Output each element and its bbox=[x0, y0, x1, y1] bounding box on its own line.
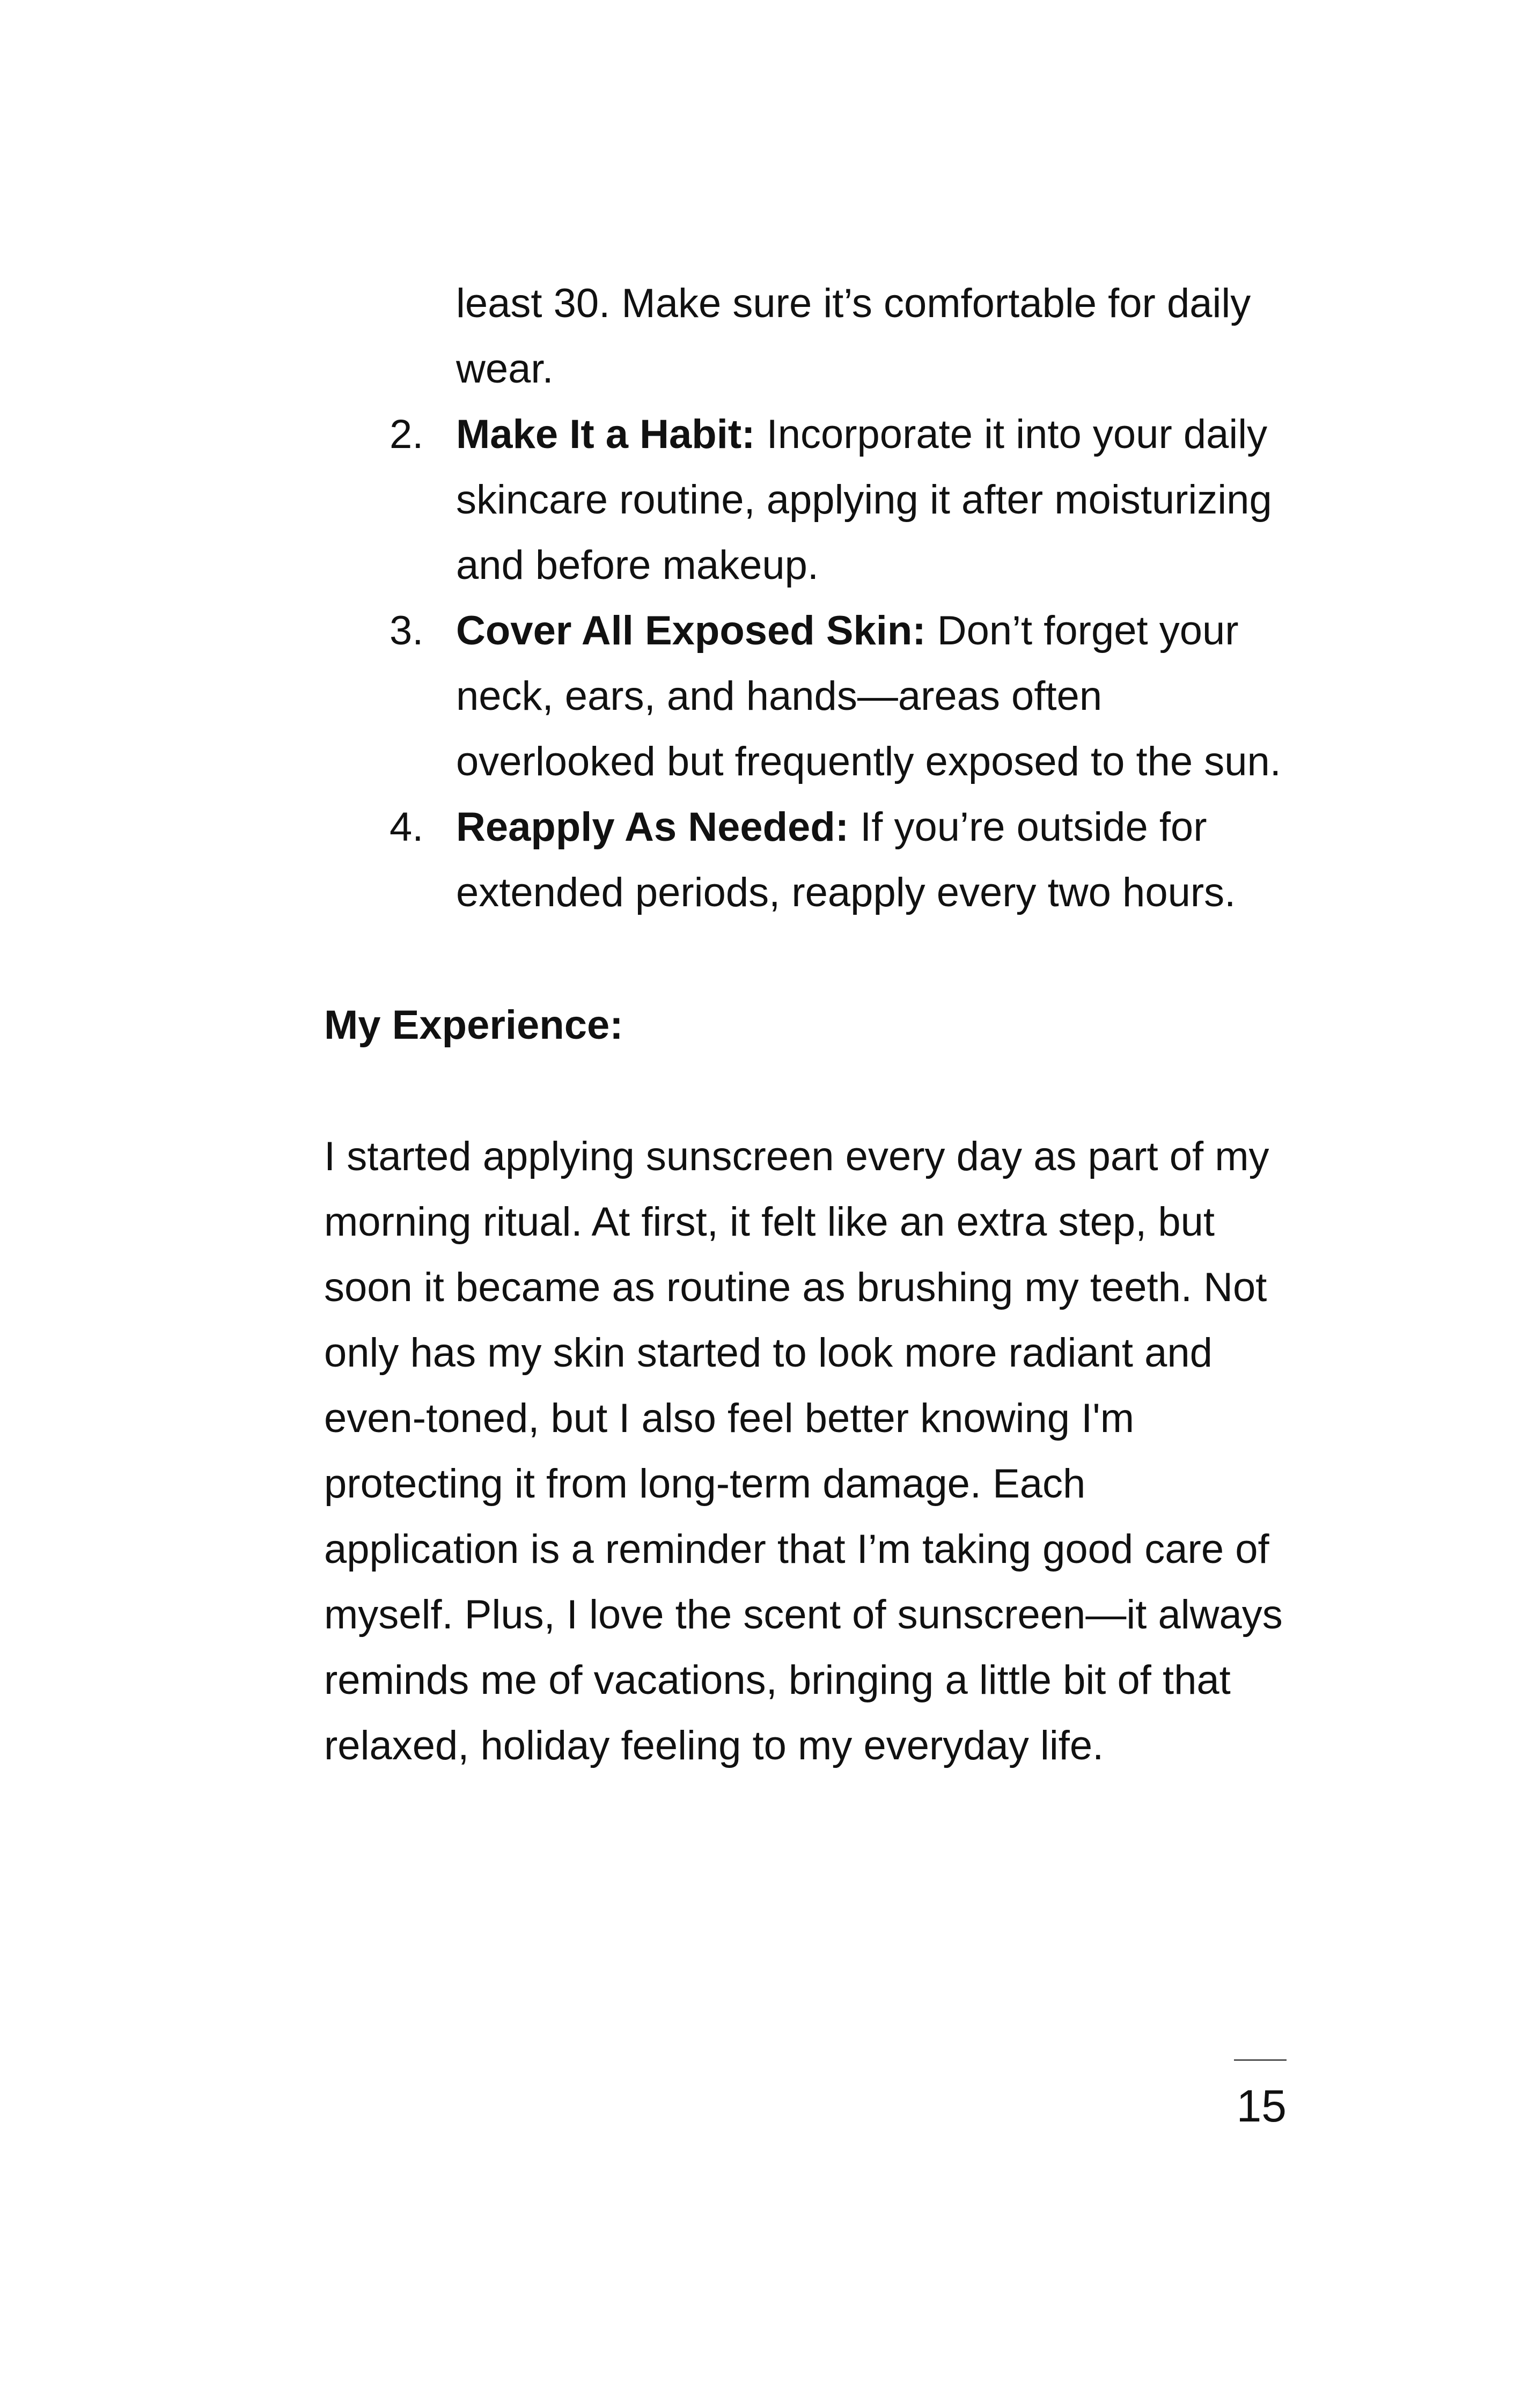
list-item-3-first-line bbox=[456, 598, 1239, 664]
list-item-4-title: Reapply As Needed: bbox=[456, 804, 849, 850]
list-item-4-text: If you’re outside for bbox=[849, 804, 1207, 850]
list-item-3-line-3: overlooked but frequently exposed to the sun. bbox=[456, 739, 1281, 784]
paragraph-line-10: relaxed, holiday feeling to my everyday life. bbox=[324, 1723, 1104, 1768]
paragraph-line-7: application is a reminder that I’m taking good care of bbox=[324, 1526, 1269, 1572]
list-item-2-line-3: and before makeup. bbox=[456, 542, 819, 588]
list-number-3: 3. bbox=[390, 608, 424, 654]
paragraph-line-1: I started applying sunscreen every day as part of my bbox=[324, 1134, 1269, 1179]
list-item-3-title: Cover All Exposed Skin: bbox=[456, 608, 926, 654]
list-item-2-title: Make It a Habit: bbox=[456, 412, 755, 457]
list-item-2-text: Incorporate it into your daily bbox=[755, 412, 1268, 457]
list-number-4: 4. bbox=[390, 804, 424, 850]
paragraph-line-5: even-toned, but I also feel better knowing I'm bbox=[324, 1396, 1135, 1441]
paragraph-line-9: reminds me of vacations, bringing a little bit of that bbox=[324, 1657, 1231, 1703]
paragraph-line-2: morning ritual. At first, it felt like an extra step, but bbox=[324, 1199, 1215, 1245]
paragraph-line-3: soon it became as routine as brushing my teeth. Not bbox=[324, 1265, 1267, 1310]
list-continuation-line-1: least 30. Make sure it’s comfortable for daily bbox=[456, 281, 1251, 326]
paragraph-line-8: myself. Plus, I love the scent of sunscreen—it always bbox=[324, 1592, 1283, 1638]
page-number: 15 bbox=[1236, 2081, 1287, 2131]
list-item-3-text: Don’t forget your bbox=[925, 608, 1239, 654]
list-item-3-line-2: neck, ears, and hands—areas often bbox=[456, 673, 1103, 719]
paragraph-line-6: protecting it from long-term damage. Each bbox=[324, 1461, 1086, 1507]
list-item-4-first-line bbox=[456, 795, 1207, 860]
section-heading: My Experience: bbox=[324, 1002, 623, 1048]
footer-rule bbox=[1234, 2059, 1287, 2061]
list-item-2-first-line bbox=[456, 402, 1267, 467]
paragraph-line-4: only has my skin started to look more radiant and bbox=[324, 1330, 1213, 1376]
experience-paragraph bbox=[324, 1124, 1343, 1779]
list-item-4-line-2: extended periods, reapply every two hours. bbox=[456, 870, 1236, 915]
list-number-2: 2. bbox=[390, 412, 424, 457]
list-continuation-line-2: wear. bbox=[456, 346, 554, 392]
list-item-2-line-2: skincare routine, applying it after moisturizing bbox=[456, 477, 1272, 523]
